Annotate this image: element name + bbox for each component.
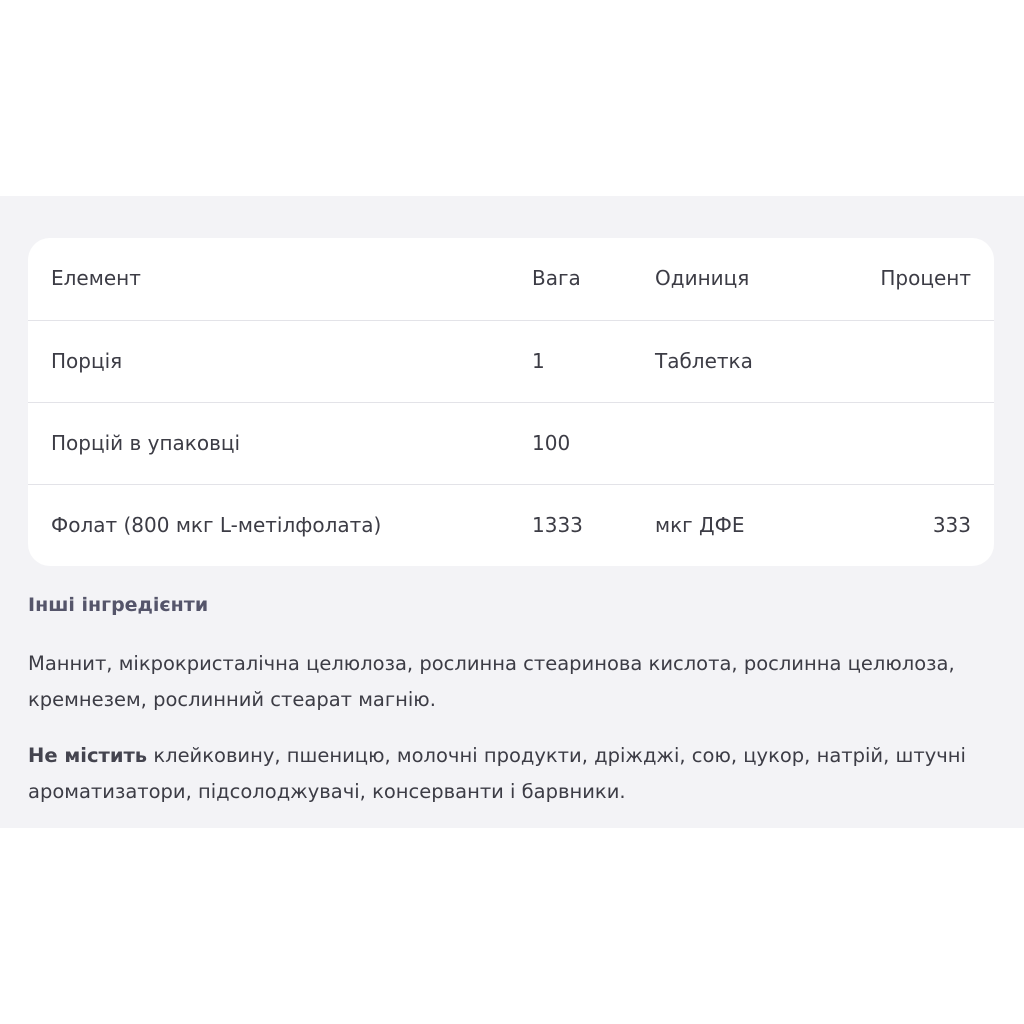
table-row [28,484,994,566]
free-from-text: клейковину, пшеницю, молочні продукти, дріжджі, сою, цукор, натрій, штучні ароматизатори, підсолоджувачі, консерванти і барвники. [28,744,966,803]
header-element: Елемент [51,266,141,290]
nutrition-table [28,238,994,566]
table-header-row [28,238,994,320]
table-row [28,320,994,402]
cell-weight: 1333 [532,513,583,537]
cell-element: Порцій в упаковці [51,431,241,455]
supplement-facts-panel [0,196,1024,828]
cell-unit: Таблетка [655,349,753,373]
free-from-paragraph [28,738,968,810]
cell-element: Фолат (800 мкг L-метілфолата) [51,513,382,537]
table-row [28,402,994,484]
cell-unit: мкг ДФЕ [655,513,745,537]
header-weight: Вага [532,266,581,290]
other-ingredients-text: Маннит, мікрокристалічна целюлоза, рослинна стеаринова кислота, рослинна целюлоза, кремнезем, рослинний стеарат магнію. [28,652,955,711]
header-percent: Процент [880,266,971,290]
cell-element: Порція [51,349,123,373]
cell-percent: 333 [932,513,971,537]
other-ingredients-heading: Інші інгредієнти [28,594,209,616]
cell-weight: 100 [532,431,571,455]
cell-weight: 1 [532,349,545,373]
free-from-label: Не містить [28,744,148,767]
header-unit: Одиниця [655,266,750,290]
